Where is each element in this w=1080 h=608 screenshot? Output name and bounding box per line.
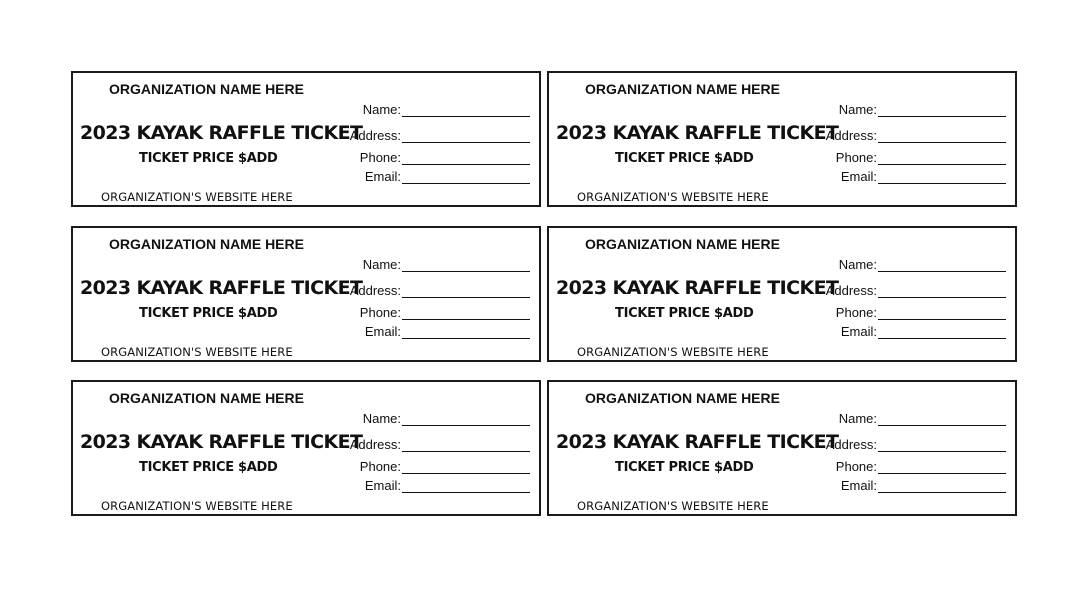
- raffle-ticket: [547, 71, 1017, 207]
- email-line[interactable]: [878, 338, 1006, 339]
- phone-field: [329, 459, 529, 477]
- ticket-price: TICKET PRICE $ADD: [615, 460, 754, 475]
- phone-line[interactable]: [878, 319, 1006, 320]
- organization-name: ORGANIZATION NAME HERE: [585, 236, 780, 252]
- ticket-price: TICKET PRICE $ADD: [615, 306, 754, 321]
- name-field: [329, 257, 529, 275]
- phone-field: [329, 305, 529, 323]
- email-label: Email:: [840, 324, 877, 339]
- email-line[interactable]: [402, 338, 530, 339]
- organization-name: ORGANIZATION NAME HERE: [585, 390, 780, 406]
- organization-name: ORGANIZATION NAME HERE: [109, 390, 304, 406]
- organization-website: ORGANIZATION'S WEBSITE HERE: [577, 345, 769, 359]
- organization-website: ORGANIZATION'S WEBSITE HERE: [101, 345, 293, 359]
- ticket-price: TICKET PRICE $ADD: [139, 306, 278, 321]
- name-label: Name:: [362, 411, 401, 426]
- ticket-price: TICKET PRICE $ADD: [615, 151, 754, 166]
- ticket-title: 2023 KAYAK RAFFLE TICKET: [80, 122, 363, 144]
- name-label: Name:: [838, 411, 877, 426]
- phone-label: Phone:: [359, 305, 401, 320]
- phone-field: [805, 459, 1005, 477]
- organization-website: ORGANIZATION'S WEBSITE HERE: [577, 190, 769, 204]
- phone-line[interactable]: [402, 319, 530, 320]
- address-label: Address:: [349, 437, 401, 452]
- email-label: Email:: [364, 169, 401, 184]
- ticket-price: TICKET PRICE $ADD: [139, 151, 278, 166]
- address-line[interactable]: [402, 451, 530, 452]
- raffle-ticket: [547, 380, 1017, 516]
- address-label: Address:: [349, 128, 401, 143]
- address-label: Address:: [349, 283, 401, 298]
- ticket-title: 2023 KAYAK RAFFLE TICKET: [556, 431, 839, 453]
- name-field: [329, 411, 529, 429]
- name-label: Name:: [838, 102, 877, 117]
- address-line[interactable]: [878, 142, 1006, 143]
- address-field: [805, 128, 1005, 146]
- ticket-title: 2023 KAYAK RAFFLE TICKET: [556, 277, 839, 299]
- email-label: Email:: [840, 169, 877, 184]
- phone-label: Phone:: [835, 305, 877, 320]
- email-line[interactable]: [878, 492, 1006, 493]
- name-line[interactable]: [402, 425, 530, 426]
- address-field: [329, 283, 529, 301]
- email-field: [805, 169, 1005, 187]
- ticket-title: 2023 KAYAK RAFFLE TICKET: [556, 122, 839, 144]
- organization-name: ORGANIZATION NAME HERE: [585, 81, 780, 97]
- name-field: [805, 257, 1005, 275]
- phone-line[interactable]: [878, 473, 1006, 474]
- address-field: [329, 437, 529, 455]
- address-line[interactable]: [878, 297, 1006, 298]
- email-field: [805, 324, 1005, 342]
- name-line[interactable]: [402, 271, 530, 272]
- name-field: [329, 102, 529, 120]
- address-label: Address:: [825, 283, 877, 298]
- name-label: Name:: [362, 257, 401, 272]
- phone-label: Phone:: [835, 150, 877, 165]
- phone-label: Phone:: [835, 459, 877, 474]
- name-line[interactable]: [878, 271, 1006, 272]
- name-label: Name:: [838, 257, 877, 272]
- phone-line[interactable]: [402, 473, 530, 474]
- email-field: [329, 324, 529, 342]
- email-line[interactable]: [878, 183, 1006, 184]
- name-line[interactable]: [878, 425, 1006, 426]
- email-field: [329, 478, 529, 496]
- email-field: [805, 478, 1005, 496]
- address-field: [805, 283, 1005, 301]
- address-field: [329, 128, 529, 146]
- email-field: [329, 169, 529, 187]
- name-line[interactable]: [878, 116, 1006, 117]
- address-line[interactable]: [878, 451, 1006, 452]
- organization-website: ORGANIZATION'S WEBSITE HERE: [577, 499, 769, 513]
- organization-website: ORGANIZATION'S WEBSITE HERE: [101, 190, 293, 204]
- phone-field: [805, 305, 1005, 323]
- phone-label: Phone:: [359, 459, 401, 474]
- email-label: Email:: [364, 324, 401, 339]
- name-field: [805, 411, 1005, 429]
- raffle-ticket: [71, 380, 541, 516]
- name-label: Name:: [362, 102, 401, 117]
- ticket-title: 2023 KAYAK RAFFLE TICKET: [80, 277, 363, 299]
- phone-line[interactable]: [402, 164, 530, 165]
- organization-name: ORGANIZATION NAME HERE: [109, 236, 304, 252]
- organization-name: ORGANIZATION NAME HERE: [109, 81, 304, 97]
- address-line[interactable]: [402, 297, 530, 298]
- phone-field: [329, 150, 529, 168]
- name-field: [805, 102, 1005, 120]
- ticket-title: 2023 KAYAK RAFFLE TICKET: [80, 431, 363, 453]
- email-line[interactable]: [402, 492, 530, 493]
- phone-field: [805, 150, 1005, 168]
- address-label: Address:: [825, 128, 877, 143]
- organization-website: ORGANIZATION'S WEBSITE HERE: [101, 499, 293, 513]
- email-label: Email:: [364, 478, 401, 493]
- address-line[interactable]: [402, 142, 530, 143]
- phone-label: Phone:: [359, 150, 401, 165]
- raffle-ticket: [71, 71, 541, 207]
- raffle-ticket: [71, 226, 541, 362]
- address-label: Address:: [825, 437, 877, 452]
- phone-line[interactable]: [878, 164, 1006, 165]
- email-line[interactable]: [402, 183, 530, 184]
- address-field: [805, 437, 1005, 455]
- ticket-price: TICKET PRICE $ADD: [139, 460, 278, 475]
- email-label: Email:: [840, 478, 877, 493]
- raffle-ticket: [547, 226, 1017, 362]
- name-line[interactable]: [402, 116, 530, 117]
